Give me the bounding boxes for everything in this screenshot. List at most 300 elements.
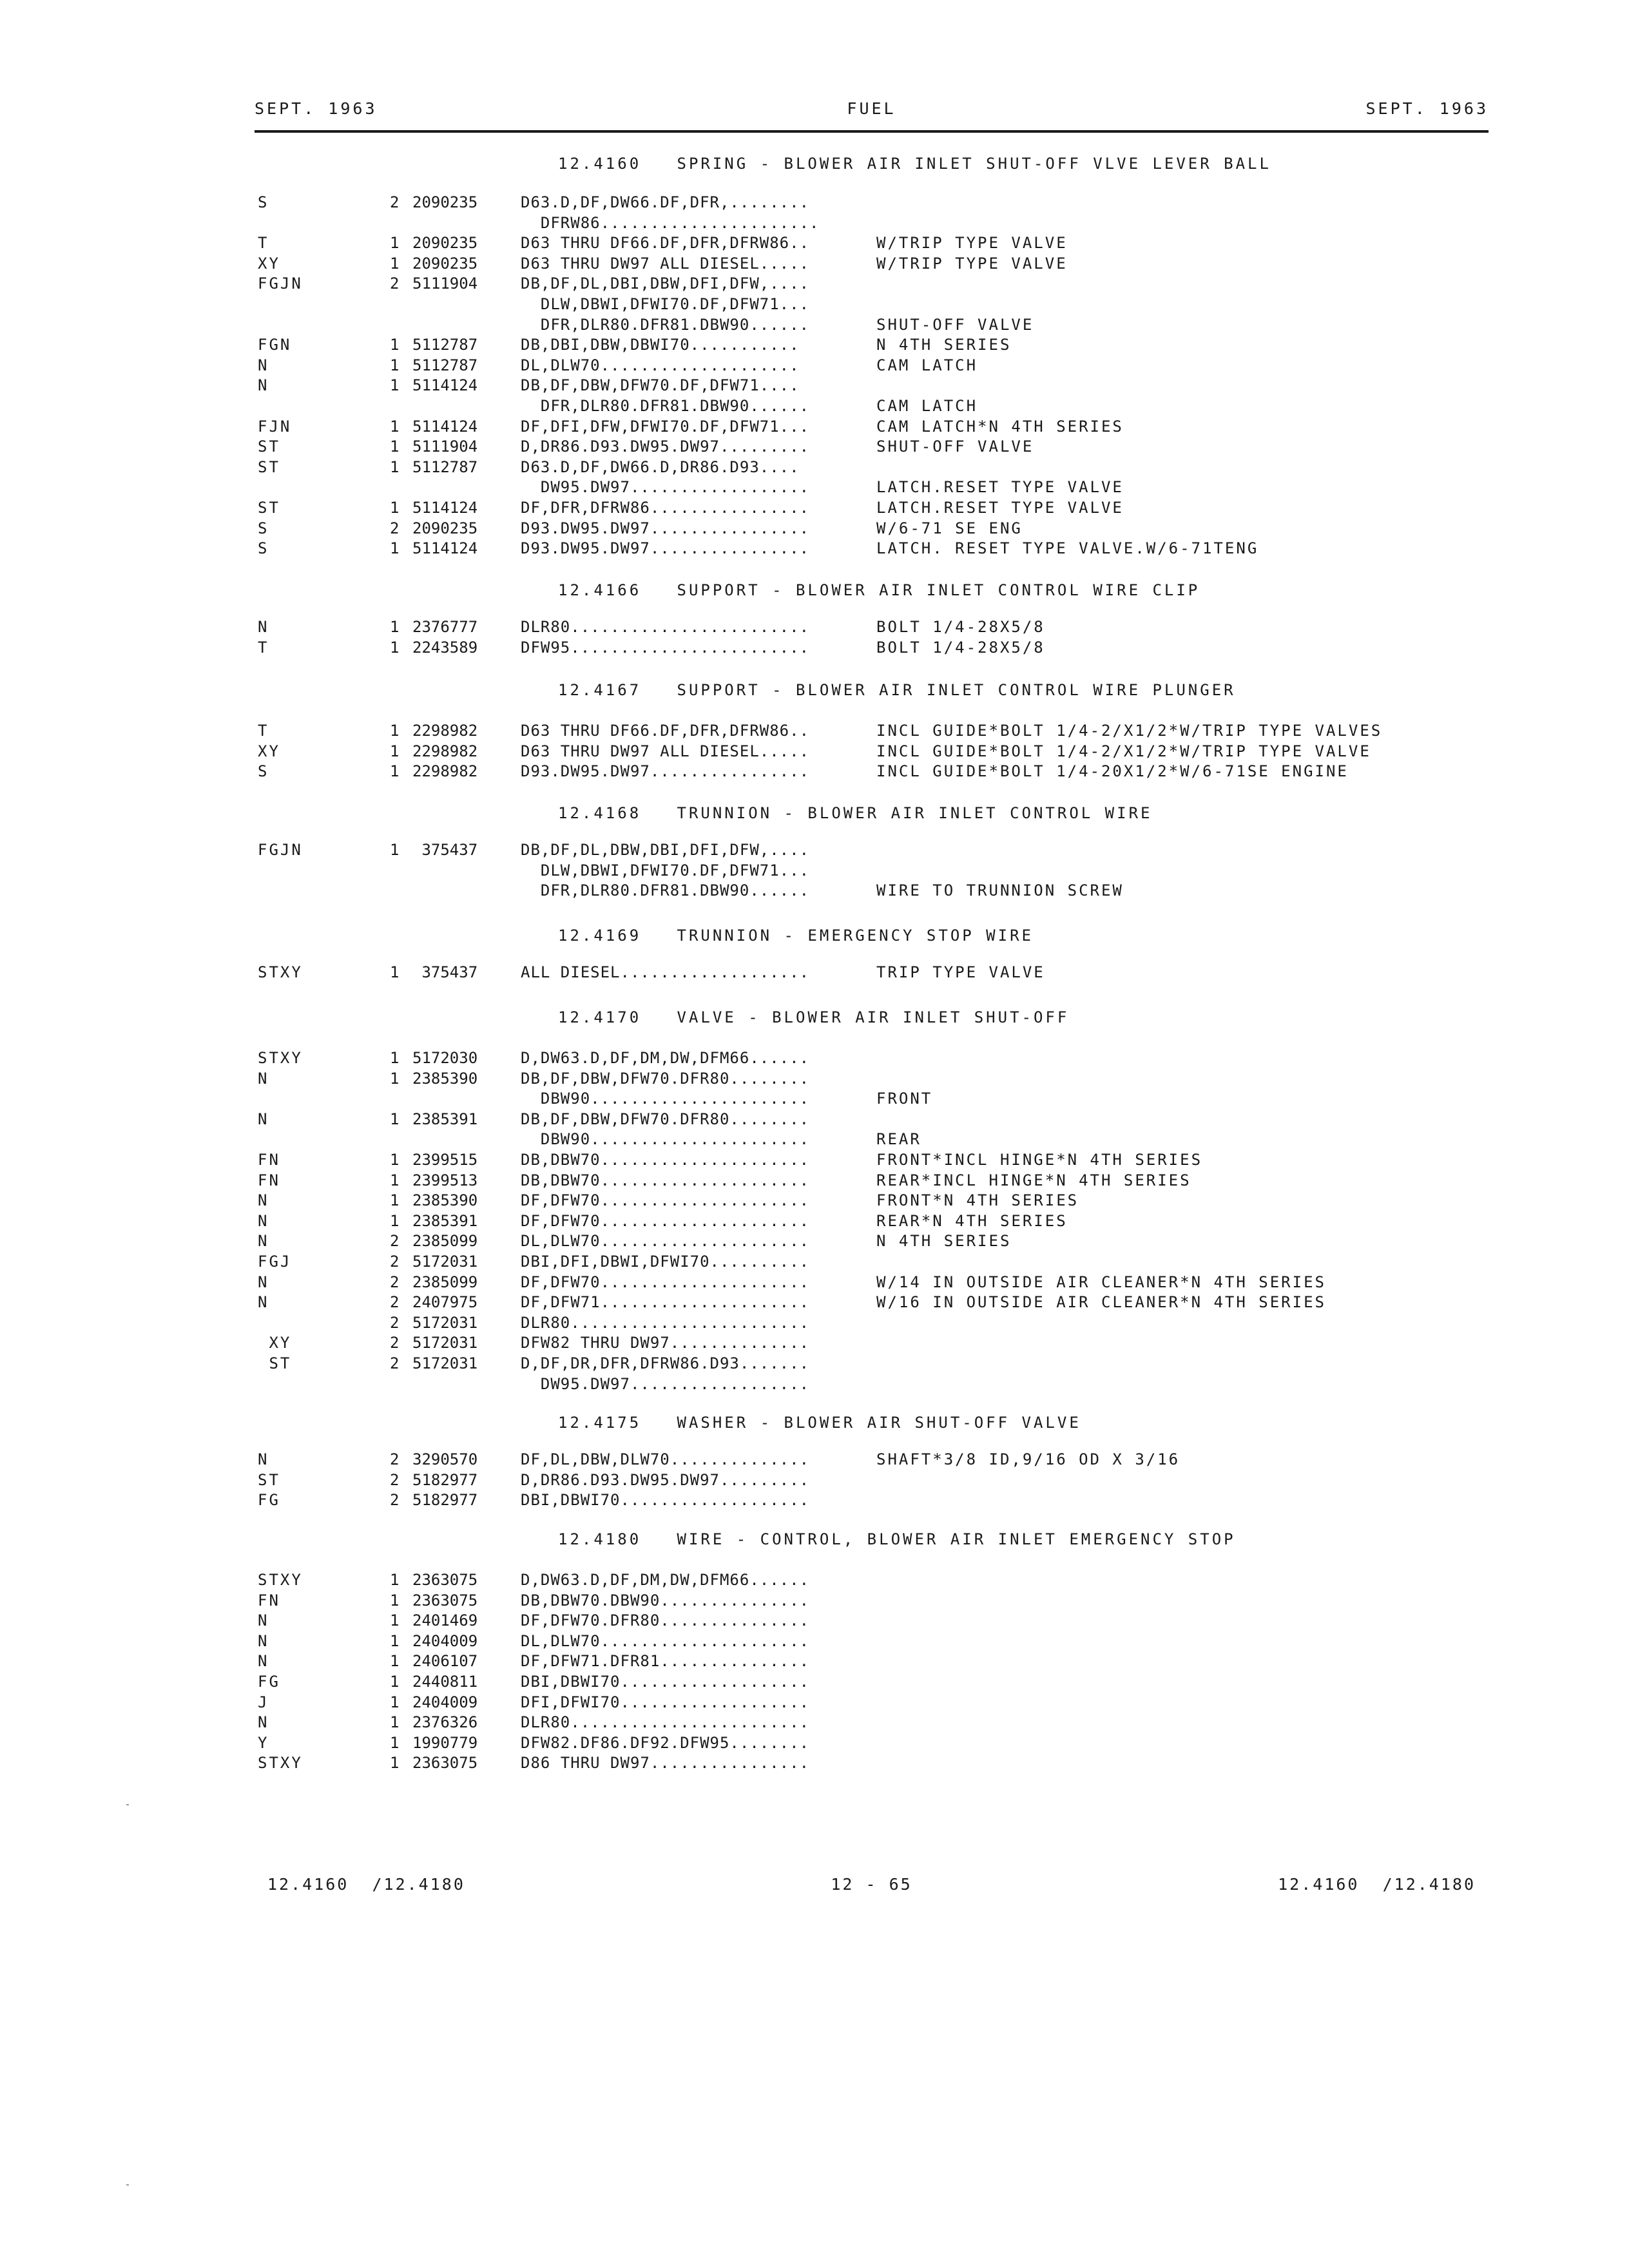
model-code: N bbox=[258, 356, 269, 374]
description-note: REAR*INCL HINGE*N 4TH SERIES bbox=[876, 1171, 1191, 1189]
model-code: FGJN bbox=[258, 274, 303, 293]
part-row bbox=[0, 1273, 1629, 1294]
quantity: 1 bbox=[390, 1191, 400, 1210]
description-note: CAM LATCH bbox=[876, 397, 978, 415]
quantity: 1 bbox=[390, 1591, 400, 1610]
scan-speck bbox=[126, 2184, 129, 2186]
model-list: DB,DF,DL,DBI,DBW,DFI,DFW,.... bbox=[521, 274, 810, 293]
quantity: 2 bbox=[390, 1354, 400, 1372]
footer-range-left: 12.4160 /12.4180 bbox=[267, 1875, 465, 1894]
model-list: DFRW86...................... bbox=[521, 213, 820, 232]
description-note: BOLT 1/4-28X5/8 bbox=[876, 638, 1045, 657]
part-number: 2399513 bbox=[412, 1171, 478, 1189]
model-code: N bbox=[258, 1273, 269, 1291]
part-row bbox=[0, 861, 1629, 882]
quantity: 1 bbox=[390, 539, 400, 558]
model-code: N bbox=[258, 618, 269, 636]
model-list: DL,DLW70..................... bbox=[521, 1232, 810, 1251]
part-number: 5172031 bbox=[412, 1253, 478, 1271]
section-title: 12.4169 TRUNNION - EMERGENCY STOP WIRE bbox=[558, 927, 1034, 945]
model-code: J bbox=[258, 1693, 269, 1711]
model-code: ST bbox=[258, 1470, 280, 1489]
part-row bbox=[0, 618, 1629, 639]
part-row bbox=[0, 418, 1629, 438]
model-code: FN bbox=[258, 1171, 280, 1189]
part-row bbox=[0, 1334, 1629, 1354]
part-row bbox=[0, 1130, 1629, 1151]
description-note: N 4TH SERIES bbox=[876, 1232, 1012, 1251]
part-number: 2401469 bbox=[412, 1611, 478, 1630]
model-code: FGN bbox=[258, 336, 292, 354]
model-list: DBI,DBWI70................... bbox=[521, 1491, 810, 1510]
quantity: 2 bbox=[390, 274, 400, 293]
quantity: 2 bbox=[390, 519, 400, 537]
section-title: 12.4166 SUPPORT - BLOWER AIR INLET CONTROL WIRE CLIP bbox=[558, 581, 1200, 599]
part-row bbox=[0, 539, 1629, 560]
part-number: 2385390 bbox=[412, 1191, 478, 1210]
model-list: DB,DF,DBW,DFW70.DFR80........ bbox=[521, 1069, 810, 1088]
model-code: N bbox=[258, 1450, 269, 1468]
model-code: N bbox=[258, 1110, 269, 1128]
part-row bbox=[0, 1314, 1629, 1334]
part-row bbox=[0, 295, 1629, 316]
model-code: FG bbox=[258, 1491, 280, 1510]
part-row bbox=[0, 255, 1629, 275]
model-list: DF,DFW70..................... bbox=[521, 1273, 810, 1291]
model-code: ST bbox=[258, 499, 280, 517]
quantity: 1 bbox=[390, 1211, 400, 1230]
part-number: 2363075 bbox=[412, 1591, 478, 1610]
part-row bbox=[0, 1491, 1629, 1512]
part-number: 5111904 bbox=[412, 437, 478, 456]
description-note: LATCH.RESET TYPE VALVE bbox=[876, 478, 1124, 497]
model-code: XY bbox=[258, 742, 280, 760]
part-number: 2090235 bbox=[412, 254, 478, 273]
model-list: DLR80........................ bbox=[521, 618, 810, 636]
part-number: 2363075 bbox=[412, 1754, 478, 1773]
model-list: DFR,DLR80.DFR81.DBW90...... bbox=[521, 397, 810, 415]
model-list: DW95.DW97.................. bbox=[521, 1374, 810, 1393]
model-code: N bbox=[258, 1631, 269, 1650]
part-number: 375437 bbox=[412, 963, 478, 981]
part-number: 2243589 bbox=[412, 638, 478, 657]
header-date-right: SEPT. 1963 bbox=[1365, 99, 1489, 118]
model-code: FGJN bbox=[258, 841, 303, 859]
description-note: LATCH.RESET TYPE VALVE bbox=[876, 499, 1124, 517]
part-row bbox=[0, 376, 1629, 397]
part-number: 2385391 bbox=[412, 1211, 478, 1230]
part-row bbox=[0, 1754, 1629, 1774]
model-list: D63 THRU DF66.DF,DFR,DFRW86.. bbox=[521, 234, 810, 253]
quantity: 1 bbox=[390, 618, 400, 636]
part-row bbox=[0, 1673, 1629, 1693]
model-code: ST bbox=[258, 1354, 292, 1372]
part-row bbox=[0, 1049, 1629, 1070]
description-note: N 4TH SERIES bbox=[876, 336, 1012, 354]
quantity: 1 bbox=[390, 1611, 400, 1630]
part-row bbox=[0, 193, 1629, 214]
part-row bbox=[0, 1354, 1629, 1375]
quantity: 2 bbox=[390, 1293, 400, 1312]
model-list: DFI,DFWI70................... bbox=[521, 1693, 810, 1711]
part-number: 5112787 bbox=[412, 356, 478, 374]
model-list: DF,DFW70.DFR80............... bbox=[521, 1611, 810, 1630]
quantity: 1 bbox=[390, 1652, 400, 1671]
description-note: FRONT*INCL HINGE*N 4TH SERIES bbox=[876, 1151, 1203, 1169]
part-row bbox=[0, 316, 1629, 336]
model-list: DF,DFW71.DFR81............... bbox=[521, 1652, 810, 1671]
part-row bbox=[0, 742, 1629, 763]
part-row bbox=[0, 437, 1629, 458]
footer-range-right: 12.4160 /12.4180 bbox=[1278, 1875, 1476, 1894]
part-number: 2090235 bbox=[412, 519, 478, 537]
quantity: 2 bbox=[390, 1313, 400, 1332]
description-note: FRONT bbox=[876, 1090, 933, 1108]
part-number: 2440811 bbox=[412, 1673, 478, 1691]
quantity: 1 bbox=[390, 722, 400, 740]
part-number: 375437 bbox=[412, 841, 478, 859]
model-list: DB,DBW70..................... bbox=[521, 1171, 810, 1189]
quantity: 1 bbox=[390, 1110, 400, 1128]
part-row bbox=[0, 1652, 1629, 1673]
part-row bbox=[0, 519, 1629, 540]
part-row bbox=[0, 963, 1629, 984]
quantity: 1 bbox=[390, 1673, 400, 1691]
part-number: 5112787 bbox=[412, 457, 478, 476]
part-number: 5111904 bbox=[412, 274, 478, 293]
section-title: 12.4180 WIRE - CONTROL, BLOWER AIR INLET EMERGENCY STOP bbox=[558, 1530, 1236, 1548]
part-number: 2406107 bbox=[412, 1652, 478, 1671]
quantity: 1 bbox=[390, 417, 400, 436]
quantity: 1 bbox=[390, 1733, 400, 1752]
quantity: 1 bbox=[390, 254, 400, 273]
part-number: 2363075 bbox=[412, 1571, 478, 1589]
part-number: 2404009 bbox=[412, 1693, 478, 1711]
part-number: 2404009 bbox=[412, 1631, 478, 1650]
part-row bbox=[0, 356, 1629, 377]
quantity: 2 bbox=[390, 1491, 400, 1510]
model-code: T bbox=[258, 722, 269, 740]
quantity: 1 bbox=[390, 376, 400, 395]
quantity: 1 bbox=[390, 1171, 400, 1189]
model-list: DB,DBW70..................... bbox=[521, 1151, 810, 1169]
model-list: D,DW63.D,DF,DM,DW,DFM66...... bbox=[521, 1571, 810, 1589]
part-row bbox=[0, 722, 1629, 742]
model-list: DLR80........................ bbox=[521, 1713, 810, 1732]
model-list: DBI,DBWI70................... bbox=[521, 1673, 810, 1691]
model-list: DLW,DBWI,DFWI70.DF,DFW71... bbox=[521, 861, 810, 879]
description-note: BOLT 1/4-28X5/8 bbox=[876, 618, 1045, 636]
part-row bbox=[0, 499, 1629, 519]
part-row bbox=[0, 1693, 1629, 1714]
model-list: D63.D,DF,DW66.D,DR86.D93.... bbox=[521, 457, 800, 476]
part-row bbox=[0, 1232, 1629, 1253]
part-row bbox=[0, 1471, 1629, 1492]
model-list: DF,DFW71..................... bbox=[521, 1293, 810, 1312]
quantity: 1 bbox=[390, 963, 400, 981]
quantity: 1 bbox=[390, 234, 400, 253]
model-code: STXY bbox=[258, 1754, 303, 1773]
quantity: 2 bbox=[390, 1253, 400, 1271]
part-number: 1990779 bbox=[412, 1733, 478, 1752]
model-code: FG bbox=[258, 1673, 280, 1691]
model-code: STXY bbox=[258, 1571, 303, 1589]
description-note: REAR bbox=[876, 1130, 921, 1149]
model-code: ST bbox=[258, 457, 280, 476]
model-code: N bbox=[258, 1069, 269, 1088]
quantity: 1 bbox=[390, 1693, 400, 1711]
model-list: DL,DLW70..................... bbox=[521, 1631, 810, 1650]
model-list: D,DW63.D,DF,DM,DW,DFM66...... bbox=[521, 1049, 810, 1067]
part-row bbox=[0, 1591, 1629, 1612]
quantity: 2 bbox=[390, 1232, 400, 1251]
part-number: 5182977 bbox=[412, 1491, 478, 1510]
model-list: D,DR86.D93.DW95.DW97......... bbox=[521, 437, 810, 456]
model-list: DB,DF,DBW,DFW70.DFR80........ bbox=[521, 1110, 810, 1128]
model-list: DFW82 THRU DW97.............. bbox=[521, 1334, 810, 1352]
section-title: 12.4170 VALVE - BLOWER AIR INLET SHUT-OFF bbox=[558, 1008, 1070, 1026]
description-note: INCL GUIDE*BOLT 1/4-2/X1/2*W/TRIP TYPE VALVE bbox=[876, 742, 1371, 760]
quantity: 1 bbox=[390, 1754, 400, 1773]
model-list: DB,DBI,DBW,DBWI70........... bbox=[521, 336, 800, 354]
quantity: 2 bbox=[390, 1470, 400, 1489]
part-row bbox=[0, 478, 1629, 499]
page-number: 12 - 65 bbox=[831, 1875, 912, 1894]
description-note: SHUT-OFF VALVE bbox=[876, 315, 1034, 334]
quantity: 1 bbox=[390, 1571, 400, 1589]
page-footer bbox=[267, 1875, 1476, 1901]
model-list: D63 THRU DW97 ALL DIESEL..... bbox=[521, 254, 810, 273]
quantity: 1 bbox=[390, 356, 400, 374]
part-row bbox=[0, 1212, 1629, 1233]
model-list: DF,DFW70..................... bbox=[521, 1211, 810, 1230]
model-list: DF,DFW70..................... bbox=[521, 1191, 810, 1210]
description-note: W/TRIP TYPE VALVE bbox=[876, 234, 1068, 253]
part-number: 5172031 bbox=[412, 1354, 478, 1372]
description-note: REAR*N 4TH SERIES bbox=[876, 1211, 1068, 1230]
model-list: D93.DW95.DW97................ bbox=[521, 762, 810, 781]
model-code: N bbox=[258, 1652, 269, 1671]
part-number: 5172030 bbox=[412, 1049, 478, 1067]
model-list: D63 THRU DF66.DF,DFR,DFRW86.. bbox=[521, 722, 810, 740]
quantity: 2 bbox=[390, 1273, 400, 1291]
model-code: ST bbox=[258, 437, 280, 456]
model-list: DLW,DBWI,DFWI70.DF,DFW71... bbox=[521, 295, 810, 313]
part-row bbox=[0, 1151, 1629, 1171]
part-number: 5182977 bbox=[412, 1470, 478, 1489]
model-code: N bbox=[258, 1713, 269, 1732]
quantity: 1 bbox=[390, 437, 400, 456]
model-code: FN bbox=[258, 1591, 280, 1610]
description-note: LATCH. RESET TYPE VALVE.W/6-71TENG bbox=[876, 539, 1259, 558]
description-note: TRIP TYPE VALVE bbox=[876, 963, 1045, 981]
model-list: D86 THRU DW97................ bbox=[521, 1754, 810, 1773]
part-number: 2376326 bbox=[412, 1713, 478, 1732]
description-note: INCL GUIDE*BOLT 1/4-2/X1/2*W/TRIP TYPE VALVES bbox=[876, 722, 1383, 740]
model-code: N bbox=[258, 1191, 269, 1210]
quantity: 1 bbox=[390, 336, 400, 354]
model-code: STXY bbox=[258, 1049, 303, 1067]
model-list: DLR80........................ bbox=[521, 1313, 810, 1332]
quantity: 1 bbox=[390, 762, 400, 781]
model-list: D63 THRU DW97 ALL DIESEL..... bbox=[521, 742, 810, 760]
quantity: 1 bbox=[390, 841, 400, 859]
model-list: D,DF,DR,DFR,DFRW86.D93....... bbox=[521, 1354, 810, 1372]
part-row bbox=[0, 1611, 1629, 1632]
model-list: DFW82.DF86.DF92.DFW95........ bbox=[521, 1733, 810, 1752]
part-number: 2385391 bbox=[412, 1110, 478, 1128]
section-title: 12.4167 SUPPORT - BLOWER AIR INLET CONTROL WIRE PLUNGER bbox=[558, 681, 1236, 699]
quantity: 2 bbox=[390, 193, 400, 211]
description-note: SHAFT*3/8 ID,9/16 OD X 3/16 bbox=[876, 1450, 1181, 1468]
quantity: 1 bbox=[390, 1713, 400, 1732]
section-title: 12.4160 SPRING - BLOWER AIR INLET SHUT-OFF VLVE LEVER BALL bbox=[558, 155, 1271, 173]
part-number: 2090235 bbox=[412, 193, 478, 211]
model-list: DW95.DW97.................. bbox=[521, 478, 810, 497]
part-row bbox=[0, 881, 1629, 902]
model-list: D93.DW95.DW97................ bbox=[521, 539, 810, 558]
part-row bbox=[0, 1632, 1629, 1653]
model-code: S bbox=[258, 193, 269, 211]
model-list: D93.DW95.DW97................ bbox=[521, 519, 810, 537]
quantity: 1 bbox=[390, 1049, 400, 1067]
model-code: S bbox=[258, 519, 269, 537]
quantity: 1 bbox=[390, 742, 400, 760]
quantity: 2 bbox=[390, 1334, 400, 1352]
part-row bbox=[0, 1171, 1629, 1192]
part-number: 2298982 bbox=[412, 722, 478, 740]
model-code: FGJ bbox=[258, 1253, 292, 1271]
part-row bbox=[0, 1450, 1629, 1471]
description-note: SHUT-OFF VALVE bbox=[876, 437, 1034, 456]
model-code: S bbox=[258, 539, 269, 558]
scan-speck bbox=[126, 1804, 129, 1805]
model-list: DBW90...................... bbox=[521, 1090, 810, 1108]
part-row bbox=[0, 1713, 1629, 1734]
part-number: 2090235 bbox=[412, 234, 478, 253]
quantity: 2 bbox=[390, 1450, 400, 1468]
description-note: FRONT*N 4TH SERIES bbox=[876, 1191, 1079, 1210]
model-code: T bbox=[258, 234, 269, 253]
part-number: 5114124 bbox=[412, 376, 478, 395]
model-list: DBW90...................... bbox=[521, 1130, 810, 1149]
quantity: 1 bbox=[390, 1069, 400, 1088]
part-number: 2298982 bbox=[412, 762, 478, 781]
description-note: W/6-71 SE ENG bbox=[876, 519, 1023, 537]
quantity: 1 bbox=[390, 499, 400, 517]
part-row bbox=[0, 1110, 1629, 1131]
part-number: 5114124 bbox=[412, 499, 478, 517]
part-row bbox=[0, 1253, 1629, 1273]
part-number: 5114124 bbox=[412, 539, 478, 558]
part-number: 2399515 bbox=[412, 1151, 478, 1169]
model-list: DB,DF,DBW,DFW70.DF,DFW71.... bbox=[521, 376, 800, 395]
part-row bbox=[0, 336, 1629, 356]
model-code: STXY bbox=[258, 963, 303, 981]
section-title: 12.4175 WASHER - BLOWER AIR SHUT-OFF VALVE bbox=[558, 1414, 1081, 1432]
quantity: 1 bbox=[390, 1151, 400, 1169]
model-code: FN bbox=[258, 1151, 280, 1169]
quantity: 1 bbox=[390, 457, 400, 476]
model-list: DB,DBW70.DBW90............... bbox=[521, 1591, 810, 1610]
part-row bbox=[0, 639, 1629, 659]
model-list: DF,DFR,DFRW86................ bbox=[521, 499, 810, 517]
part-row bbox=[0, 1090, 1629, 1110]
part-number: 5112787 bbox=[412, 336, 478, 354]
quantity: 1 bbox=[390, 638, 400, 657]
part-number: 5172031 bbox=[412, 1334, 478, 1352]
quantity: 1 bbox=[390, 1631, 400, 1650]
part-row bbox=[0, 234, 1629, 255]
part-number: 3290570 bbox=[412, 1450, 478, 1468]
part-row bbox=[0, 214, 1629, 235]
part-row bbox=[0, 1571, 1629, 1591]
header-date-left: SEPT. 1963 bbox=[255, 99, 378, 118]
model-code: N bbox=[258, 376, 269, 395]
model-list: DF,DFI,DFW,DFWI70.DF,DFW71... bbox=[521, 417, 810, 436]
part-row bbox=[0, 397, 1629, 418]
description-note: W/TRIP TYPE VALVE bbox=[876, 254, 1068, 273]
description-note: CAM LATCH*N 4TH SERIES bbox=[876, 417, 1124, 436]
part-number: 2376777 bbox=[412, 618, 478, 636]
part-number: 2407975 bbox=[412, 1293, 478, 1312]
model-list: DFW95........................ bbox=[521, 638, 810, 657]
model-list: ALL DIESEL................... bbox=[521, 963, 810, 981]
model-code: XY bbox=[258, 1334, 292, 1352]
description-note: INCL GUIDE*BOLT 1/4-20X1/2*W/6-71SE ENGINE bbox=[876, 762, 1349, 781]
description-note: CAM LATCH bbox=[876, 356, 978, 374]
model-code: FJN bbox=[258, 417, 292, 436]
page-header bbox=[255, 97, 1489, 133]
model-code: N bbox=[258, 1293, 269, 1312]
model-code: Y bbox=[258, 1733, 269, 1752]
part-row bbox=[0, 1375, 1629, 1396]
model-list: D,DR86.D93.DW95.DW97......... bbox=[521, 1470, 810, 1489]
part-number: 2385099 bbox=[412, 1232, 478, 1251]
model-list: D63.D,DF,DW66.DF,DFR,........ bbox=[521, 193, 810, 211]
model-list: DB,DF,DL,DBW,DBI,DFI,DFW,.... bbox=[521, 841, 810, 859]
model-code: T bbox=[258, 638, 269, 657]
part-row bbox=[0, 1293, 1629, 1314]
description-note: W/16 IN OUTSIDE AIR CLEANER*N 4TH SERIES bbox=[876, 1293, 1326, 1312]
model-code: XY bbox=[258, 254, 280, 273]
model-list: DBI,DFI,DBWI,DFWI70.......... bbox=[521, 1253, 810, 1271]
part-row bbox=[0, 274, 1629, 295]
model-list: DF,DL,DBW,DLW70.............. bbox=[521, 1450, 810, 1468]
section-title: 12.4168 TRUNNION - BLOWER AIR INLET CONTROL WIRE bbox=[558, 804, 1153, 822]
part-number: 5114124 bbox=[412, 417, 478, 436]
model-code: S bbox=[258, 762, 269, 781]
part-number: 5172031 bbox=[412, 1313, 478, 1332]
model-list: DFR,DLR80.DFR81.DBW90...... bbox=[521, 881, 810, 900]
part-row bbox=[0, 1734, 1629, 1754]
model-list: DL,DLW70.................... bbox=[521, 356, 800, 374]
part-number: 2385099 bbox=[412, 1273, 478, 1291]
part-row bbox=[0, 1191, 1629, 1212]
part-row bbox=[0, 1070, 1629, 1090]
description-note: WIRE TO TRUNNION SCREW bbox=[876, 881, 1124, 900]
model-code: N bbox=[258, 1611, 269, 1630]
part-row bbox=[0, 458, 1629, 479]
part-row bbox=[0, 762, 1629, 783]
model-code: N bbox=[258, 1211, 269, 1230]
model-list: DFR,DLR80.DFR81.DBW90...... bbox=[521, 315, 810, 334]
model-code: N bbox=[258, 1232, 269, 1251]
description-note: W/14 IN OUTSIDE AIR CLEANER*N 4TH SERIES bbox=[876, 1273, 1326, 1291]
part-number: 2298982 bbox=[412, 742, 478, 760]
header-section-title: FUEL bbox=[847, 99, 896, 118]
part-number: 2385390 bbox=[412, 1069, 478, 1088]
